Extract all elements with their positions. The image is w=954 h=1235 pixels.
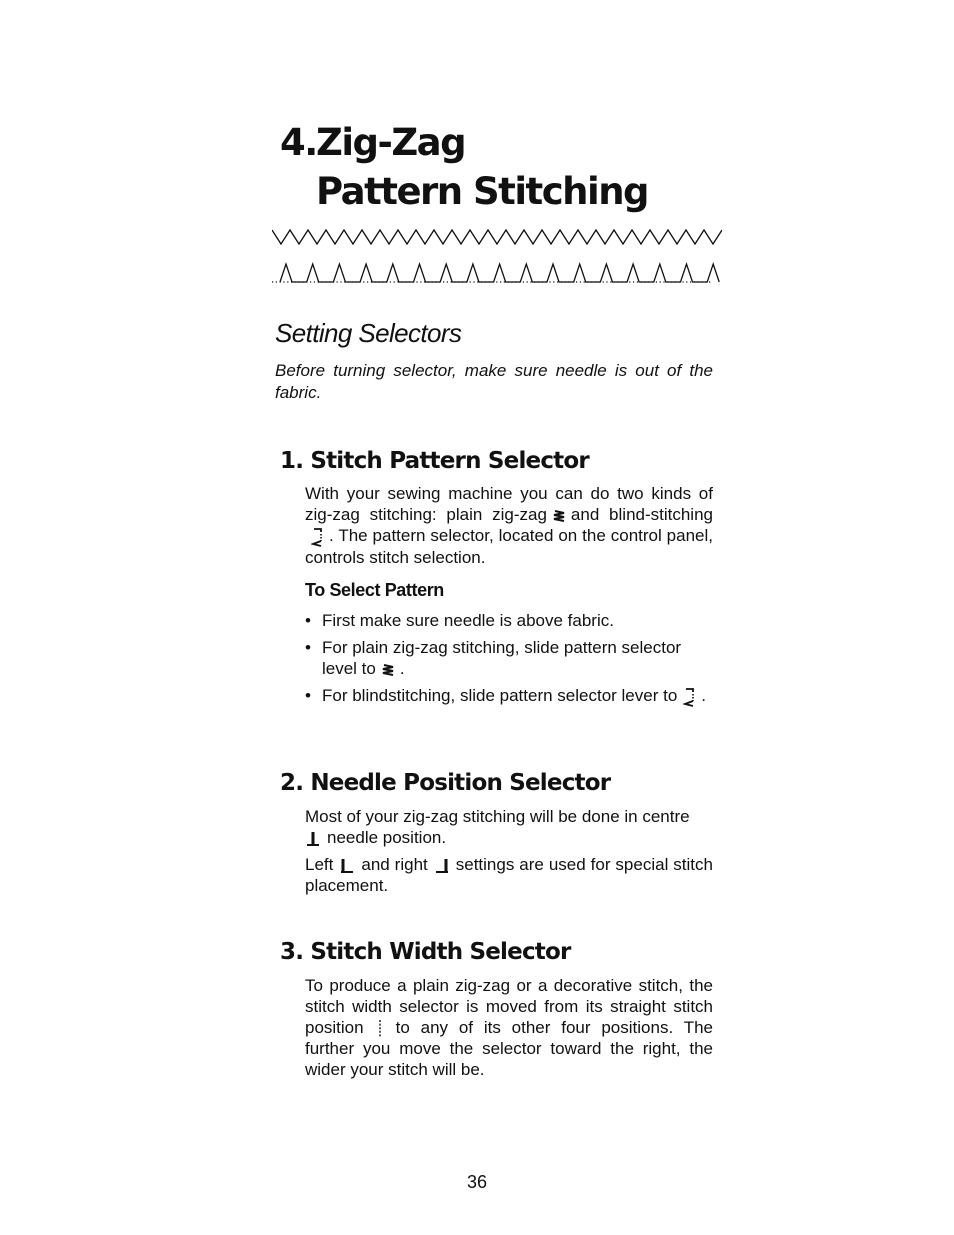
- stitch-pattern-text-1: With your sewing machine you can do two kinds of zig-zag stitching: plain zig-zag: [305, 484, 713, 524]
- stitch-width-selector-heading: 3. Stitch Width Selector: [280, 939, 571, 965]
- setting-selectors-heading: Setting Selectors: [275, 318, 462, 348]
- stitch-pattern-text-3: . The pattern selector, located on the control panel, controls stitch selection.: [305, 526, 713, 567]
- zigzag-line: [272, 230, 722, 244]
- blindstitch-icon: [683, 687, 695, 707]
- needle-right-icon: [434, 858, 450, 874]
- needle-left-icon: [339, 858, 355, 874]
- stitch-pattern-text-2: and blind-stitching: [570, 505, 713, 524]
- bullet-1-text: First make sure needle is above fabric.: [322, 611, 614, 630]
- needle-text-left: Left: [305, 855, 334, 874]
- stitch-pattern-selector-heading: 1. Stitch Pattern Selector: [280, 448, 589, 474]
- bullet-3-text: For blindstitching, slide pattern selector lever to: [322, 686, 678, 705]
- needle-text-1: Most of your zig-zag stitching will be done in centre: [305, 807, 690, 826]
- setting-selectors-intro: Before turning selector, make sure needle is out of the fabric.: [275, 361, 713, 402]
- to-select-pattern-heading: To Select Pattern: [305, 580, 444, 600]
- page-title: [280, 118, 648, 216]
- list-item: [305, 685, 713, 707]
- list-item: [305, 610, 713, 631]
- blindstitch-icon: [311, 527, 323, 547]
- bullet-3-end: .: [701, 686, 707, 705]
- title-line-1: Zig-Zag: [316, 121, 466, 164]
- zigzag-stitch-icon: [553, 509, 565, 523]
- needle-position-paragraph-1: [305, 806, 713, 848]
- zigzag-stitch-icon: [382, 663, 394, 677]
- needle-text-1-end: needle position.: [327, 828, 447, 847]
- needle-text-settings: settings are used for special stitch placement.: [305, 855, 713, 895]
- blindstitch-line: [280, 264, 719, 282]
- stitch-pattern-illustration: [272, 222, 722, 288]
- bullet-2-end: .: [399, 659, 405, 678]
- needle-position-selector-heading: 2. Needle Position Selector: [280, 770, 611, 796]
- chapter-number: 4.: [280, 121, 317, 164]
- title-line-2: Pattern Stitching: [316, 170, 649, 213]
- needle-position-paragraph-2: [305, 854, 713, 896]
- stitch-width-paragraph: [305, 975, 713, 1080]
- list-item: [305, 637, 713, 679]
- bullet-2-text: For plain zig-zag stitching, slide pattern selector level to: [322, 638, 682, 678]
- needle-centre-icon: [305, 831, 321, 847]
- needle-text-right: and right: [361, 855, 428, 874]
- stitch-width-text-2: to any of its other four positions. The further you move the selector toward the right, the wider your stitch will be.: [305, 1018, 713, 1079]
- stitch-width-text-1: To produce a plain zig-zag or a decorative stitch, the stitch width selector is moved from its straight stitch position: [305, 976, 713, 1037]
- straight-stitch-icon: [378, 1020, 382, 1038]
- stitch-pattern-paragraph: [305, 483, 713, 568]
- select-pattern-steps: [305, 610, 713, 713]
- page-number: 36: [466, 1172, 488, 1192]
